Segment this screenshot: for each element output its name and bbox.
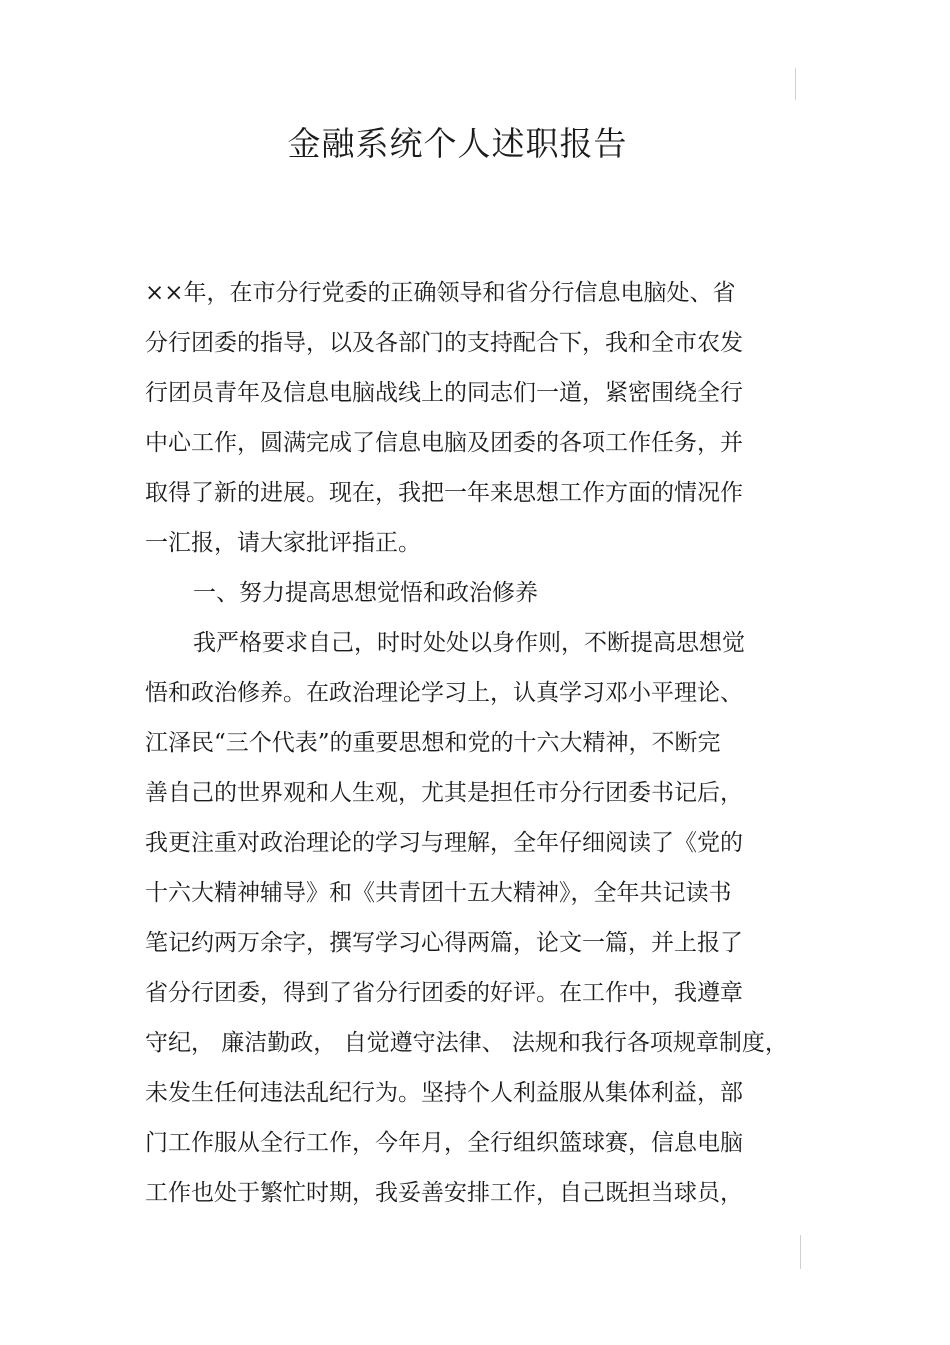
document-body xyxy=(145,268,788,1218)
page-edge-mark-top xyxy=(795,68,796,100)
body-text-line: 一、努力提高思想觉悟和政治修养 xyxy=(193,580,538,606)
body-text-line: 十六大精神辅导》和《共青团十五大精神》，全年共记读书 xyxy=(145,880,732,906)
body-text-line: 笔记约两万余字，撰写学习心得两篇，论文一篇，并上报了 xyxy=(145,930,743,956)
body-text-line: 江泽民“三个代表”的重要思想和党的十六大精神，不断完 xyxy=(145,730,721,756)
body-text-line: 悟和政治修养。在政治理论学习上，认真学习邓小平理论、 xyxy=(145,680,743,706)
document-title: 金融系统个人述职报告 xyxy=(287,124,628,163)
body-text-line: 中心工作，圆满完成了信息电脑及团委的各项工作任务，并 xyxy=(145,430,743,456)
body-text-line: 工作也处于繁忙时期，我妥善安排工作，自己既担当球员， xyxy=(145,1180,743,1206)
body-text-line: ××年，在市分行党委的正确领导和省分行信息电脑处、省 xyxy=(145,280,736,306)
body-text-line: 门工作服从全行工作，今年月，全行组织篮球赛，信息电脑 xyxy=(145,1130,743,1156)
body-text-line: 未发生任何违法乱纪行为。坚持个人利益服从集体利益，部 xyxy=(145,1080,743,1106)
body-text-line: 一汇报，请大家批评指正。 xyxy=(145,530,421,556)
body-text-line: 善自己的世界观和人生观，尤其是担任市分行团委书记后， xyxy=(145,780,743,806)
body-text-line: 我更注重对政治理论的学习与理解，全年仔细阅读了《党的 xyxy=(145,830,743,856)
body-text-line: 省分行团委，得到了省分行团委的好评。在工作中，我遵章 xyxy=(145,980,743,1006)
body-text-line: 我严格要求自己，时时处处以身作则，不断提高思想觉 xyxy=(193,630,745,656)
body-text-line: 守纪， 廉洁勤政， 自觉遵守法律、 法规和我行各项规章制度， xyxy=(145,1030,788,1056)
page-edge-mark-bottom xyxy=(800,1235,801,1269)
body-text-line: 分行团委的指导，以及各部门的支持配合下，我和全市农发 xyxy=(145,330,743,356)
body-text-line: 取得了新的进展。现在，我把一年来思想工作方面的情况作 xyxy=(145,480,743,506)
body-text-line: 行团员青年及信息电脑战线上的同志们一道，紧密围绕全行 xyxy=(145,380,743,406)
